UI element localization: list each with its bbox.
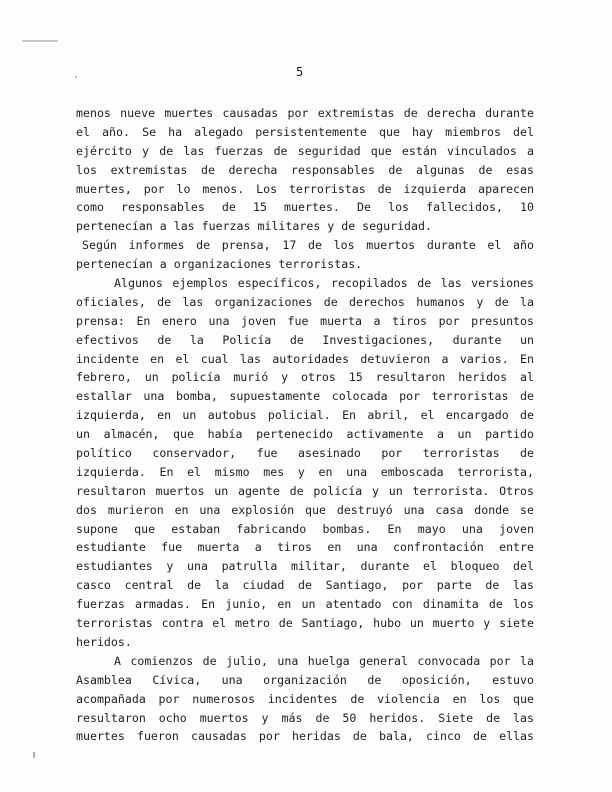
- text-line: político conservador, fue asesinado por terroristas de: [76, 446, 534, 461]
- text-line: pertenecían a organizaciones terroristas.: [76, 257, 363, 272]
- text-line: pertenecían a las fuerzas militares y de seguridad.: [76, 219, 432, 234]
- text-line: izquierda, en un autobus policial. En abril, el encargado de: [76, 408, 534, 423]
- text-line: dos murieron en una explosión que destruyó una casa donde se: [76, 502, 534, 517]
- text-line: izquierda. En el mismo mes y en una emboscada terrorista,: [76, 464, 534, 479]
- text-line: fuerzas armadas. En junio, en un atentado con dinamita de los: [76, 597, 534, 612]
- text-line: un almacén, que había pertenecido activamente a un partido: [76, 427, 534, 442]
- text-line: incidente en el cual las autoridades detuvieron a varios. En: [76, 351, 534, 366]
- text-line: estallar una bomba, supuestamente colocada por terroristas de: [76, 389, 534, 404]
- text-line: estudiantes y una patrulla militar, durante el bloqueo del: [76, 559, 534, 574]
- scan-artifact-tick: [33, 752, 35, 758]
- text-line: como responsables de 15 muertes. De los fallecidos, 10: [76, 200, 534, 215]
- text-line: Según informes de prensa, 17 de los muertos durante el año: [82, 238, 534, 253]
- text-line: resultaron muertos un agente de policía y un terrorista. Otros: [76, 483, 534, 498]
- text-line: Algunos ejemplos específicos, recopilados de las versiones: [114, 276, 534, 291]
- text-line: prensa: En enero una joven fue muerta a tiros por presuntos: [76, 313, 534, 328]
- text-line: heridos.: [76, 634, 132, 649]
- text-line: terroristas contra el metro de Santiago, hubo un muerto y siete: [76, 616, 534, 631]
- text-line: supone que estaban fabricando bombas. En mayo una joven: [76, 521, 534, 536]
- text-line: casco central de la ciudad de Santiago, por parte de las: [76, 578, 534, 593]
- page-number: 5: [296, 65, 304, 79]
- text-line: oficiales, de las organizaciones de derechos humanos y de la: [76, 294, 534, 309]
- text-line: Asamblea Cívica, una organización de oposición, estuvo: [76, 672, 534, 687]
- body-text: [76, 104, 534, 746]
- text-line: resultaron ocho muertos y más de 50 heridos. Siete de las: [76, 710, 534, 725]
- text-line: efectivos de la Policía de Investigaciones, durante un: [76, 332, 534, 347]
- text-line: menos nueve muertes causadas por extremistas de derecha durante: [76, 106, 534, 120]
- text-line: A comienzos de julio, una huelga general convocada por la: [114, 653, 534, 668]
- text-line: los extremistas de derecha responsables de algunas de esas: [76, 162, 534, 177]
- text-line: ejército y de las fuerzas de seguridad que están vinculados a: [76, 143, 534, 158]
- text-line: acompañada por numerosos incidentes de violencia en los que: [76, 691, 534, 706]
- text-line: estudiante fue muerta a tiros en una confrontación entre: [76, 540, 534, 555]
- text-line: febrero, un policía murió y otros 15 resultaron heridos al: [76, 370, 534, 385]
- text-line: muertes, por lo menos. Los terroristas de izquierda aparecen: [76, 181, 534, 196]
- text-line: el año. Se ha alegado persistentemente que hay miembros del: [76, 124, 534, 139]
- text-line: muertes fueron causadas por heridas de bala, cinco de ellas: [76, 729, 534, 744]
- scan-artifact-dot: [75, 76, 77, 78]
- scan-artifact-mark: [22, 40, 58, 42]
